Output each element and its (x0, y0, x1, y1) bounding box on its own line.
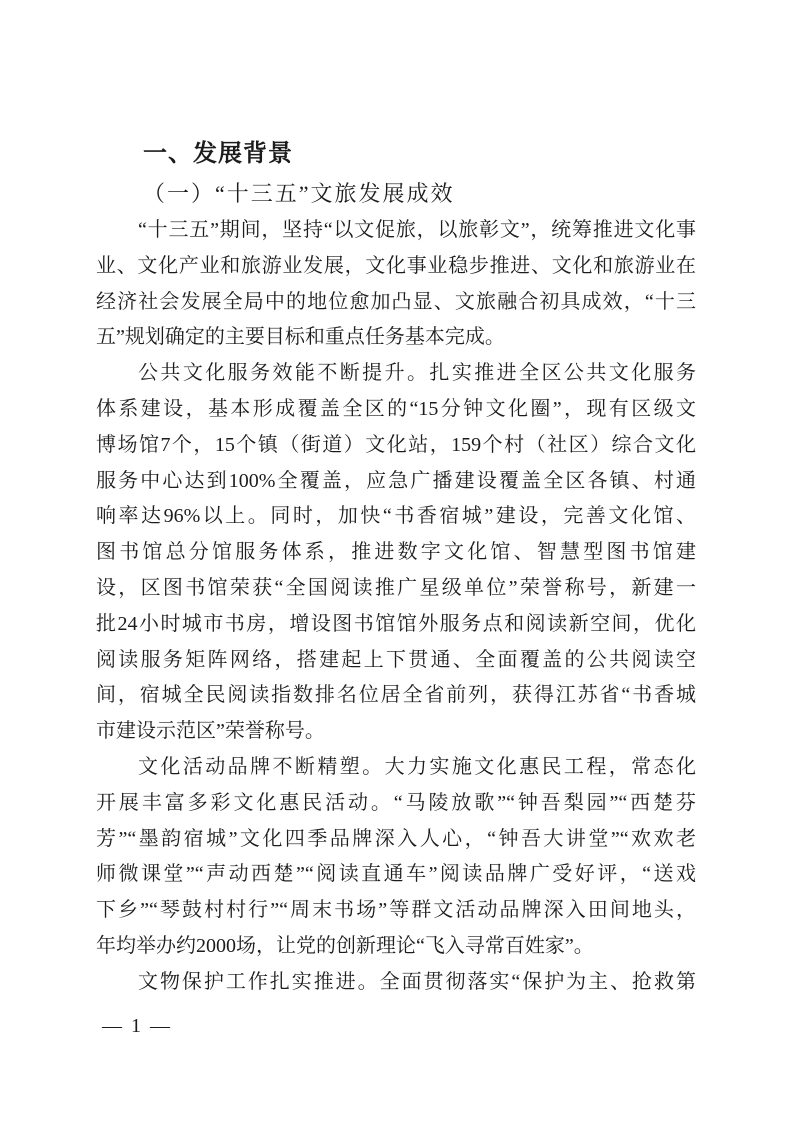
text-line: 文化活动品牌不断精塑。大力实施文化惠民工程，常态化 (138, 755, 696, 778)
paragraph (96, 356, 696, 750)
text-line: 年均举办约2000场，让党的创新理论“飞入寻常百姓家”。 (96, 934, 594, 957)
text-line: 芳”“墨韵宿城”文化四季品牌深入人心，“钟吾大讲堂”“欢欢老 (96, 827, 696, 850)
section-subheading: （一）“十三五”文旅发展成效 (143, 181, 455, 206)
text-line: 公共文化服务效能不断提升。扎实推进全区公共文化服务 (138, 362, 696, 385)
text-line: 博场馆7个，15个镇（街道）文化站，159个村（社区）综合文化 (96, 433, 696, 456)
text-line: 体系建设，基本形成覆盖全区的“15分钟文化圈”，现有区级文 (96, 397, 696, 420)
paragraph (96, 965, 696, 1001)
text-line: 批24小时城市书房，增设图书馆馆外服务点和阅读新空间，优化 (96, 612, 696, 635)
text-line: 业、文化产业和旅游业发展，文化事业稳步推进、文化和旅游业在 (96, 254, 696, 277)
page-number: — 1 — (102, 1015, 172, 1037)
text-line: 阅读服务矩阵网络，搭建起上下贯通、全面覆盖的公共阅读空 (96, 648, 696, 671)
text-line: “十三五”期间，坚持“以文促旅，以旅彰文”，统筹推进文化事 (138, 219, 696, 241)
document-content (96, 134, 696, 1001)
document-body (96, 213, 696, 1001)
text-line: 服务中心达到100%全覆盖，应急广播建设覆盖全区各镇、村通 (96, 469, 696, 492)
text-line: 响率达96%以上。同时，加快“书香宿城”建设，完善文化馆、 (96, 505, 696, 528)
text-line: 师微课堂”“声动西楚”“阅读直通车”阅读品牌广受好评，“送戏 (96, 863, 696, 886)
text-line: 经济社会发展全局中的地位愈加凸显、文旅融合初具成效，“十三 (96, 290, 696, 313)
section-heading: 一、发展背景 (143, 140, 293, 167)
text-line: 间，宿城全民阅读指数排名位居全省前列，获得江苏省“书香城 (96, 684, 696, 707)
text-line: 文物保护工作扎实推进。全面贯彻落实“保护为主、抢救第 (138, 970, 696, 993)
text-line: 五”规划确定的主要目标和重点任务基本完成。 (96, 326, 505, 349)
text-line: 设，区图书馆荣获“全国阅读推广星级单位”荣誉称号，新建一 (96, 576, 696, 599)
text-line: 下乡”“琴鼓村村行”“周末书场”等群文活动品牌深入田间地头， (96, 899, 696, 922)
text-line: 市建设示范区”荣誉称号。 (96, 720, 325, 743)
paragraph (96, 750, 696, 965)
text-line: 开展丰富多彩文化惠民活动。“马陵放歌”“钟吾梨园”“西楚芬 (96, 791, 696, 814)
paragraph (96, 213, 696, 356)
text-line: 图书馆总分馆服务体系，推进数字文化馆、智慧型图书馆建 (96, 541, 696, 564)
